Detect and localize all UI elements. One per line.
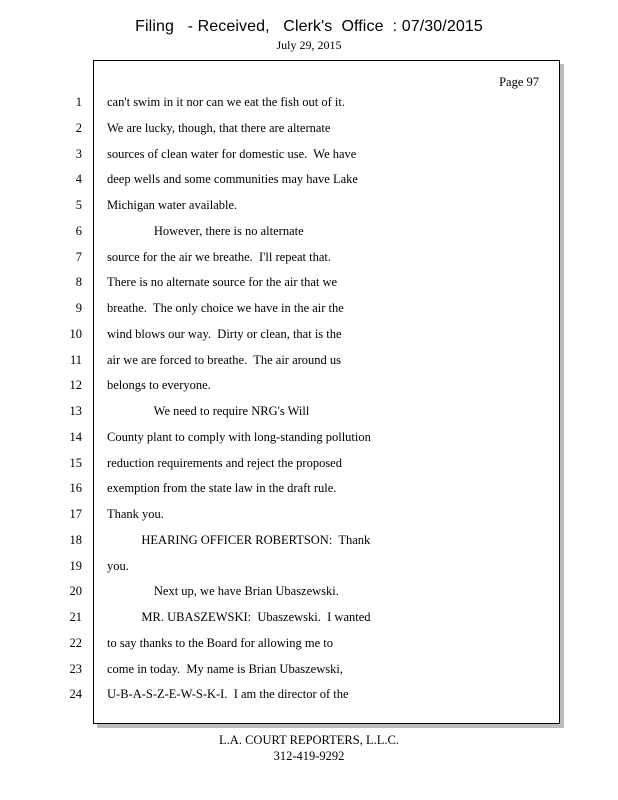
transcript-date: July 29, 2015 — [276, 38, 342, 52]
transcript-line: reduction requirements and reject the proposed — [107, 456, 342, 470]
transcript-line: There is no alternate source for the air that we — [107, 275, 338, 289]
line-number: 5 — [75, 198, 82, 212]
line-number: 17 — [69, 507, 82, 521]
transcript-line: However, there is no alternate — [107, 224, 304, 238]
transcript-line: We are lucky, though, that there are alternate — [107, 121, 331, 135]
line-number: 24 — [69, 687, 82, 701]
line-number: 4 — [75, 172, 82, 186]
transcript-line: source for the air we breathe. I'll repeat that. — [107, 250, 332, 264]
line-number: 21 — [69, 610, 82, 624]
transcript-line: sources of clean water for domestic use. We have — [107, 147, 357, 161]
line-number: 12 — [69, 378, 82, 392]
transcript-line: Thank you. — [107, 507, 164, 521]
transcript-line: HEARING OFFICER ROBERTSON: Thank — [107, 533, 371, 547]
line-number: 6 — [75, 224, 82, 238]
transcript-line: belongs to everyone. — [107, 378, 211, 392]
line-number: 8 — [75, 275, 82, 289]
transcript-line: breathe. The only choice we have in the air the — [107, 301, 344, 315]
court-reporter-name: L.A. COURT REPORTERS, L.L.C. — [219, 733, 399, 747]
transcript-line: can't swim in it nor can we eat the fish out of it. — [107, 95, 345, 109]
line-number: 15 — [69, 456, 82, 470]
page-number: Page 97 — [499, 75, 539, 89]
transcript-line: wind blows our way. Dirty or clean, that is the — [107, 327, 342, 341]
transcript-line: to say thanks to the Board for allowing me to — [107, 636, 334, 650]
transcript-line: you. — [107, 559, 129, 573]
line-number: 19 — [69, 559, 82, 573]
transcript-line: deep wells and some communities may have Lake — [107, 172, 358, 186]
line-number: 10 — [69, 327, 82, 341]
transcript-line: Michigan water available. — [107, 198, 238, 212]
line-number: 9 — [75, 301, 82, 315]
line-number: 22 — [69, 636, 82, 650]
court-reporter-phone: 312-419-9292 — [273, 749, 345, 763]
line-number: 7 — [75, 250, 82, 264]
line-number: 23 — [69, 662, 82, 676]
line-number: 18 — [69, 533, 82, 547]
transcript-line: U-B-A-S-Z-E-W-S-K-I. I am the director of the — [107, 687, 349, 701]
line-number: 11 — [69, 353, 82, 367]
transcript-line: come in today. My name is Brian Ubaszewski, — [107, 662, 343, 676]
line-number: 2 — [75, 121, 82, 135]
transcript-line: County plant to comply with long-standing pollution — [107, 430, 371, 444]
transcript-line: MR. UBASZEWSKI: Ubaszewski. I wanted — [107, 610, 371, 624]
line-number: 14 — [69, 430, 82, 444]
line-number: 3 — [75, 147, 82, 161]
transcript-line: We need to require NRG's Will — [107, 404, 310, 418]
line-number: 1 — [75, 95, 82, 109]
transcript-line: exemption from the state law in the draft rule. — [107, 481, 337, 495]
filing-stamp: Filing - Received, Clerk's Office : 07/30/2015 — [135, 18, 483, 35]
line-number: 16 — [69, 481, 82, 495]
transcript-line: Next up, we have Brian Ubaszewski. — [107, 584, 339, 598]
line-number: 20 — [69, 584, 82, 598]
transcript-line: air we are forced to breathe. The air around us — [107, 353, 342, 367]
line-number: 13 — [69, 404, 82, 418]
